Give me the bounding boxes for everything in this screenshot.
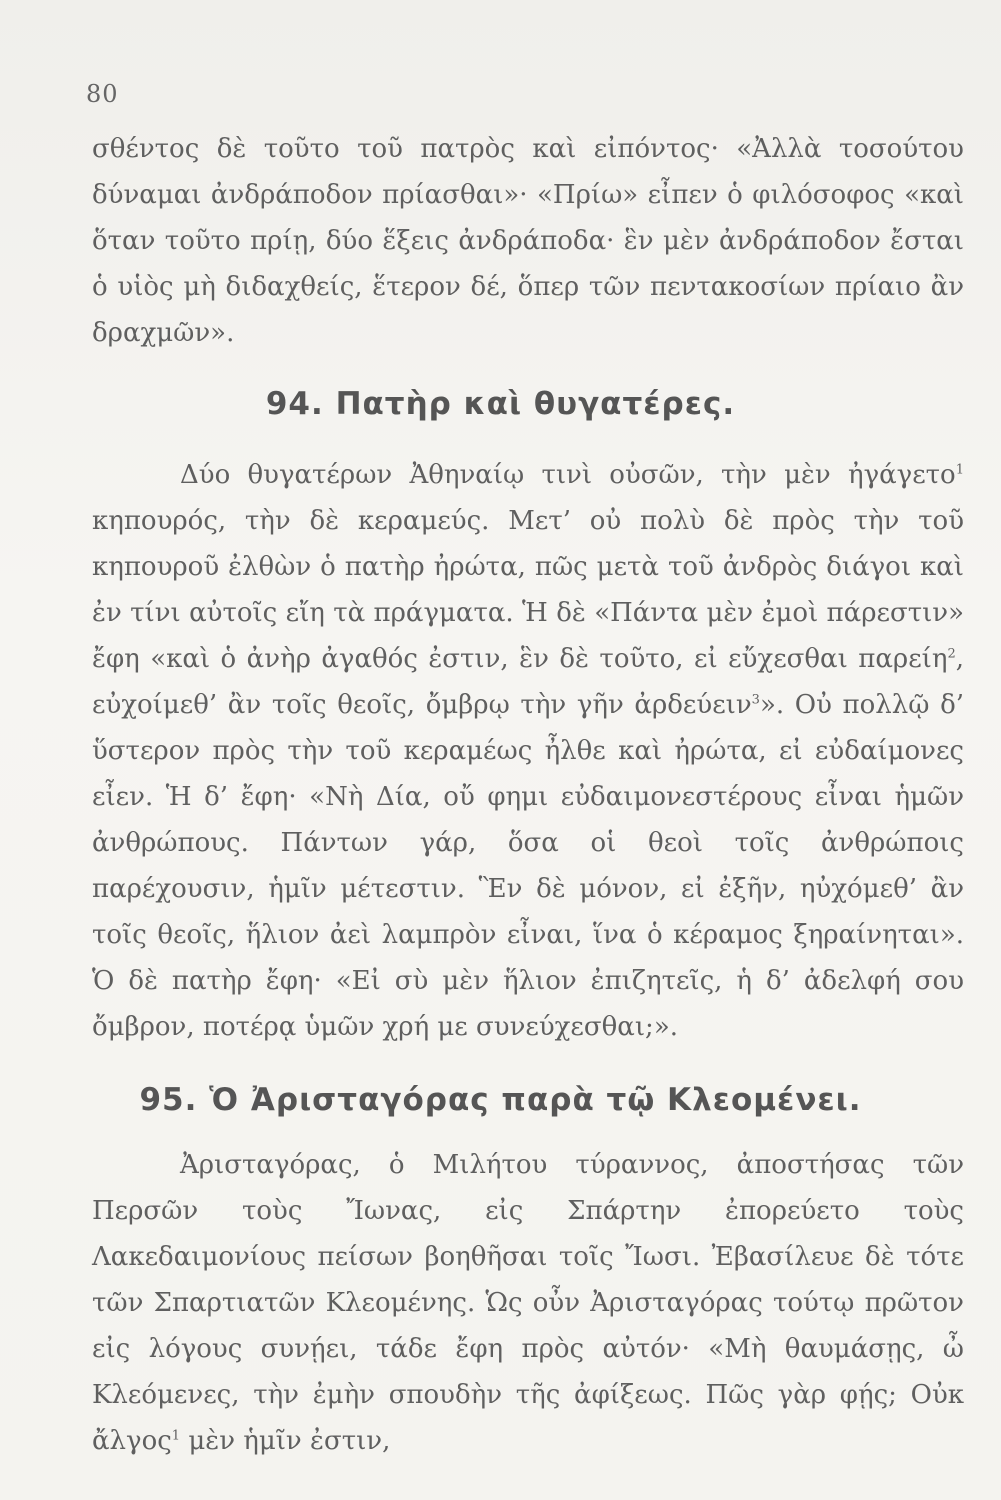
continued-paragraph [92,126,964,356]
footnote-marker: 1 [171,1428,181,1444]
section-95-body [92,1142,964,1464]
section-94-body [92,452,964,1050]
paragraph-94 [92,452,964,1050]
text-run: ». Οὐ πολλῷ δ’ ὕστερον πρὸς τὴν τοῦ κεραμέως ἦλθε καὶ ἠρώτα, εἰ εὐδαίμονες εἶεν. Ἡ δ’ ἔφη· «Νὴ Δία, οὔ φημι εὐδαιμονεστέρους εἶναι ἡμῶν ἀνθρώπους. Πάντων γάρ, ὅσα οἱ θεοὶ τοῖς ἀνθρώποις παρέχουσιν, ἡμῖν μέτεστιν. Ἓν δὲ μόνον, εἰ ἐξῆν, ηὐχόμεθ’ ἂν τοῖς θεοῖς, ἥλιον ἀεὶ λαμπρὸν εἶναι, ἵνα ὁ κέραμος ξηραίνηται». Ὁ δὲ πατὴρ ἔφη· «Εἰ σὺ μὲν ἥλιον ἐπιζητεῖς, ἡ δ’ ἀδελφή σου ὄμβρον, ποτέρᾳ ὑμῶν χρή με συνεύχεσθαι;». [92,690,965,1042]
section-heading-94: 94. Πατὴρ καὶ θυγατέρες. [265,386,736,422]
section-heading-95: 95. Ὁ Ἀρισταγόρας παρὰ τῷ Κλεομένει. [139,1082,862,1118]
text-run: κηπουρός, τὴν δὲ κεραμεύς. Μετ’ οὐ πολὺ δὲ πρὸς τὴν τοῦ κηπουροῦ ἐλθὼν ὁ πατὴρ ἠρώτα, πῶς μετὰ τοῦ ἀνδρὸς διάγοι καὶ ἐν τίνι αὐτοῖς εἴη τὰ πράγματα. Ἡ δὲ «Πάντα μὲν ἐμοὶ πάρεστιν» ἔφη «καὶ ὁ ἀνὴρ ἀγαθός ἐστιν, ἓν δὲ τοῦτο, εἰ εὔχεσθαι παρείη [92,506,964,674]
text-run: , εὐχοίμεθ’ ἂν τοῖς θεοῖς, ὄμβρῳ τὴν γῆν ἀρδεύειν [92,644,964,720]
footnote-marker: 1 [955,462,964,478]
text-run: Ἀρισταγόρας, ὁ Μιλήτου τύραννος, ἀποστήσας τῶν Περσῶν τοὺς Ἴωνας, εἰς Σπάρτην ἐπορεύετο τοὺς Λακεδαιμονίους πείσων βοηθῆσαι τοῖς Ἴωσι. Ἐβασίλευε δὲ τότε τῶν Σπαρτιατῶν Κλεομένης. Ὡς οὖν Ἀρισταγόρας τούτῳ πρῶτον εἰς λόγους συνῄει, τάδε ἔφη πρὸς αὐτόν· «Μὴ θαυμάσῃς, ὦ Κλεόμενες, τὴν ἐμὴν σπουδὴν τῆς ἀφίξεως. Πῶς γὰρ φῄς; Οὐκ ἄλγος [92,1150,964,1456]
paragraph-95 [92,1142,964,1464]
paragraph-text: σθέντος δὲ τοῦτο τοῦ πατρὸς καὶ εἰπόντος· «Ἀλλὰ τοσούτου δύναμαι ἀνδράποδον πρίασθαι»· «Πρίω» εἶπεν ὁ φιλόσοφος «καὶ ὅταν τοῦτο πρίῃ, δύο ἕξεις ἀνδράποδα· ἓν μὲν ἀνδράποδον ἔσται ὁ υἱὸς μὴ διδαχθείς, ἕτερον δέ, ὅπερ τῶν πεντακοσίων πρίαιο ἂν δραχμῶν». [92,134,964,348]
page-number: 80 [86,80,119,108]
text-run: Δύο θυγατέρων Ἀθηναίῳ τινὶ οὐσῶν, τὴν μὲν ἠγάγετο [180,460,956,490]
footnote-marker: 3 [751,692,760,708]
footnote-marker: 2 [947,646,956,662]
text-run: μὲν ἡμῖν ἐστιν, [180,1426,391,1456]
